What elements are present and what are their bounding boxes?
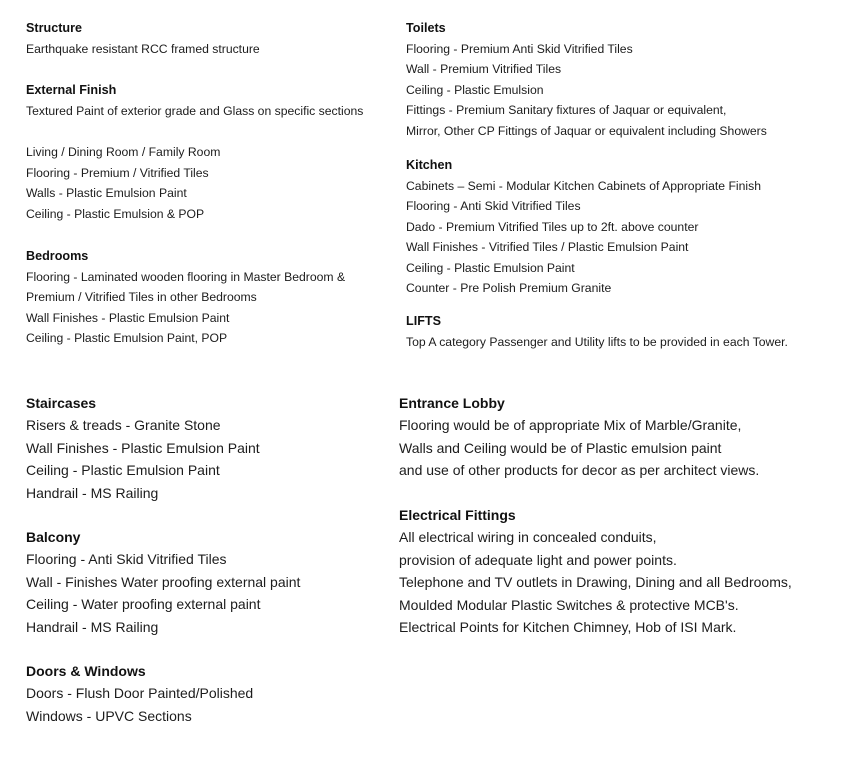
section-heading: LIFTS bbox=[406, 314, 441, 328]
living-dining-section bbox=[26, 142, 220, 224]
spec-line: Handrail - MS Railing bbox=[26, 484, 159, 501]
spec-line: All electrical wiring in concealed conduits, bbox=[399, 529, 657, 546]
spec-line: Wall Finishes - Plastic Emulsion Paint bbox=[26, 310, 230, 325]
entrance-lobby-section bbox=[399, 392, 759, 482]
spec-line: Windows - UPVC Sections bbox=[26, 707, 192, 724]
bedrooms-section bbox=[26, 246, 345, 349]
spec-line: Ceiling - Plastic Emulsion bbox=[406, 82, 544, 97]
section-heading: Structure bbox=[26, 21, 82, 35]
spec-line: Wall Finishes - Plastic Emulsion Paint bbox=[26, 439, 260, 456]
spec-line: Walls and Ceiling would be of Plastic emulsion paint bbox=[399, 439, 722, 456]
spec-line: provision of adequate light and power points. bbox=[399, 551, 677, 568]
spec-line: Flooring - Premium / Vitrified Tiles bbox=[26, 165, 209, 180]
spec-line: Ceiling - Water proofing external paint bbox=[26, 596, 261, 613]
doors-windows-section bbox=[26, 660, 253, 727]
electrical-fittings-section bbox=[399, 504, 792, 638]
spec-line: Ceiling - Plastic Emulsion & POP bbox=[26, 206, 205, 221]
spec-line: Electrical Points for Kitchen Chimney, Hob of ISI Mark. bbox=[399, 619, 737, 636]
spec-line: Telephone and TV outlets in Drawing, Dining and all Bedrooms, bbox=[399, 574, 792, 591]
lifts-section bbox=[406, 311, 788, 352]
spec-line: Ceiling - Plastic Emulsion Paint, POP bbox=[26, 331, 228, 345]
kitchen-section bbox=[406, 155, 761, 299]
staircases-section bbox=[26, 392, 260, 504]
section-heading: Electrical Fittings bbox=[399, 507, 516, 523]
spec-line: Living / Dining Room / Family Room bbox=[26, 145, 221, 159]
section-heading: Entrance Lobby bbox=[399, 395, 505, 411]
spec-line: Cabinets – Semi - Modular Kitchen Cabinets of Appropriate Finish bbox=[406, 178, 761, 193]
spec-line: Ceiling - Plastic Emulsion Paint bbox=[406, 260, 575, 275]
spec-line: Counter - Pre Polish Premium Granite bbox=[406, 281, 612, 295]
spec-line: Textured Paint of exterior grade and Glass on specific sections bbox=[26, 103, 364, 118]
spec-line: Doors - Flush Door Painted/Polished bbox=[26, 685, 254, 702]
spec-line: Top A category Passenger and Utility lifts to be provided in each Tower. bbox=[406, 334, 788, 349]
spec-line: Flooring - Laminated wooden flooring in Master Bedroom & bbox=[26, 269, 346, 284]
section-heading: Balcony bbox=[26, 529, 81, 545]
section-heading: Doors & Windows bbox=[26, 663, 146, 679]
spec-line: Walls - Plastic Emulsion Paint bbox=[26, 186, 187, 200]
spec-line: Ceiling - Plastic Emulsion Paint bbox=[26, 462, 220, 479]
toilets-section bbox=[406, 18, 767, 141]
balcony-section bbox=[26, 526, 300, 638]
spec-line: Premium / Vitrified Tiles in other Bedrooms bbox=[26, 290, 257, 304]
spec-line: Risers & treads - Granite Stone bbox=[26, 417, 221, 434]
spec-line: Dado - Premium Vitrified Tiles up to 2ft. above counter bbox=[406, 219, 699, 234]
spec-line: and use of other products for decor as per architect views. bbox=[399, 462, 760, 479]
section-heading: Toilets bbox=[406, 21, 446, 35]
structure-section bbox=[26, 18, 260, 59]
spec-line: Wall - Premium Vitrified Tiles bbox=[406, 62, 562, 76]
spec-line: Flooring - Anti Skid Vitrified Tiles bbox=[26, 551, 227, 568]
section-heading: External Finish bbox=[26, 83, 117, 97]
spec-line: Wall - Finishes Water proofing external paint bbox=[26, 573, 301, 590]
spec-line: Earthquake resistant RCC framed structure bbox=[26, 41, 260, 56]
spec-line: Fittings - Premium Sanitary fixtures of Jaquar or equivalent, bbox=[406, 103, 727, 117]
section-heading: Kitchen bbox=[406, 158, 453, 172]
section-heading: Bedrooms bbox=[26, 249, 89, 263]
spec-line: Flooring - Premium Anti Skid Vitrified Tiles bbox=[406, 41, 633, 56]
spec-line: Moulded Modular Plastic Switches & protective MCB's. bbox=[399, 596, 739, 613]
section-heading: Staircases bbox=[26, 395, 97, 411]
spec-line: Mirror, Other CP Fittings of Jaquar or equivalent including Showers bbox=[406, 123, 767, 138]
spec-line: Handrail - MS Railing bbox=[26, 618, 159, 635]
spec-line: Wall Finishes - Vitrified Tiles / Plastic Emulsion Paint bbox=[406, 240, 689, 254]
spec-line: Flooring would be of appropriate Mix of Marble/Granite, bbox=[399, 417, 742, 434]
spec-line: Flooring - Anti Skid Vitrified Tiles bbox=[406, 199, 581, 213]
external-finish-section bbox=[26, 80, 363, 121]
